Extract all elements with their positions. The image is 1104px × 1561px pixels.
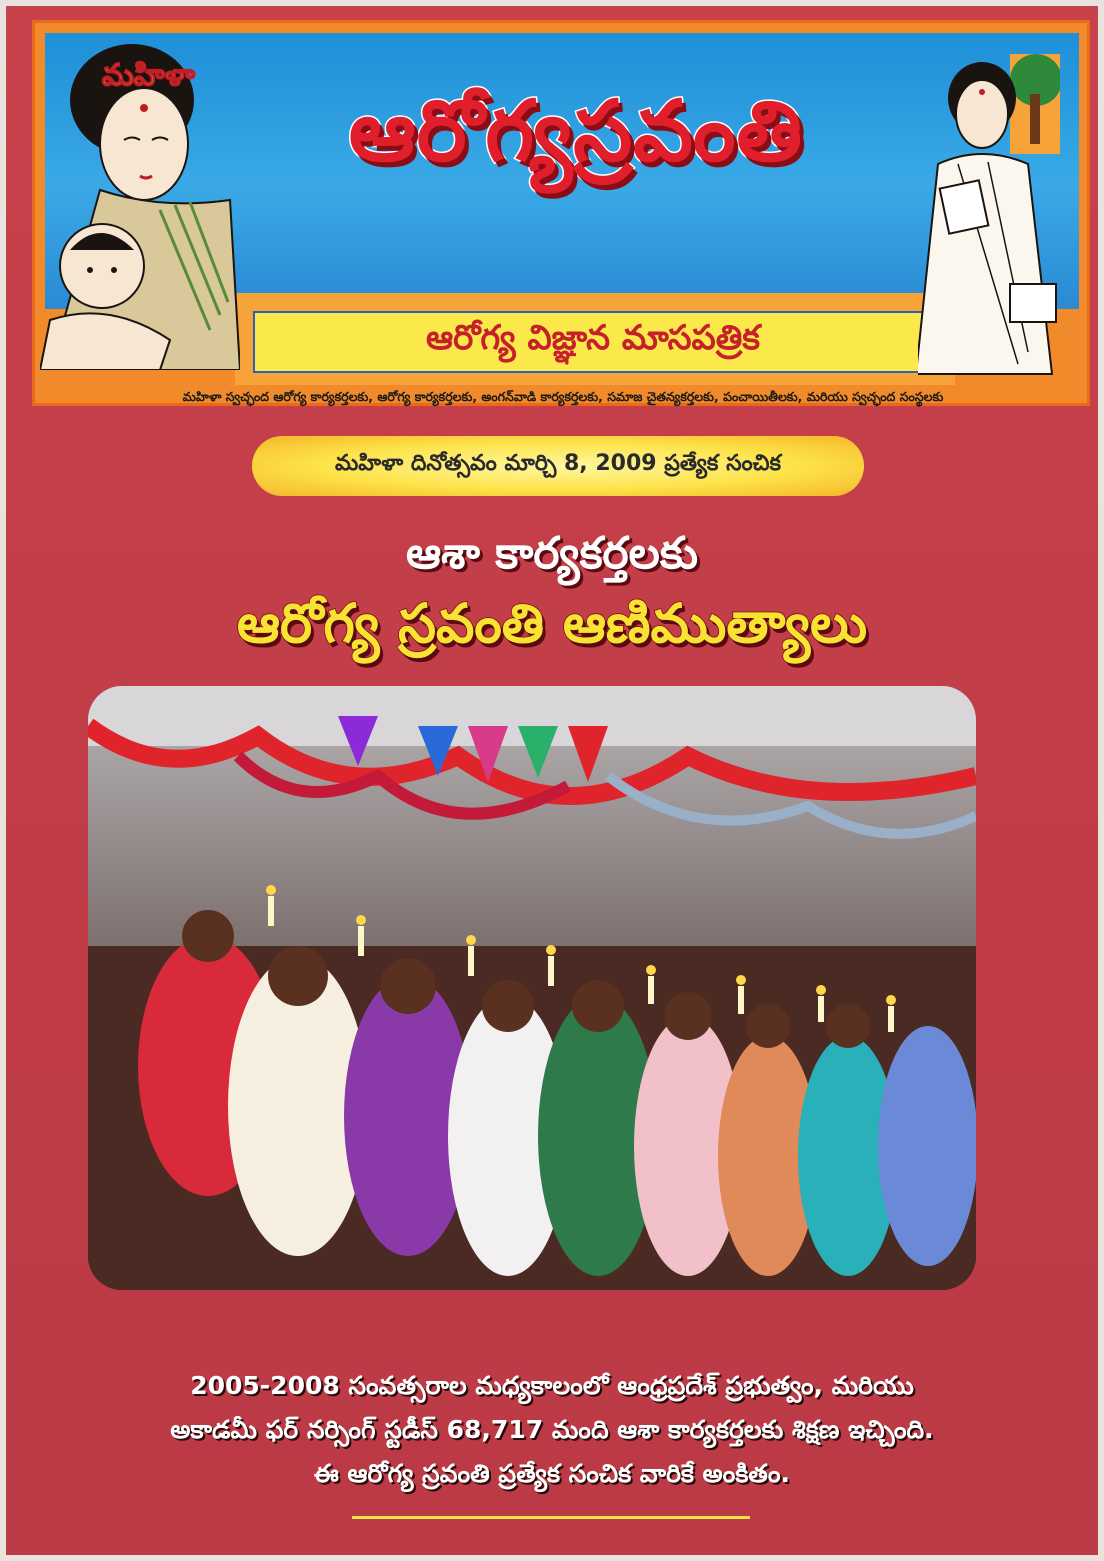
caption-underline (352, 1516, 750, 1519)
caption-line3: ఈ ఆరోగ్య స్రవంతి ప్రత్యేక సంచిక వారికే అంకితం. (314, 1459, 790, 1488)
masthead-tagline: మహిళా స్వచ్ఛంద ఆరోగ్య కార్యకర్తలకు, ఆరోగ్య కార్యకర్తలకు, అంగన్‌వాడి కార్యకర్తలకు, సమాజ చైతన్యకర్తలకు, పంచాయితీలకు, మరియు స్వచ్ఛంద సంస్థలకు (182, 389, 944, 404)
caption-line1: 2005-2008 సంవత్సరాల మధ్యకాలంలో ఆంధ్రప్రదేశ్ ప్రభుత్వం, మరియు (190, 1371, 914, 1400)
cover-headline-line1: ఆశా కార్యకర్తలకు (405, 528, 699, 579)
candle-procession-photo (88, 686, 976, 1290)
masthead-subtitle: ఆరోగ్య విజ్ఞాన మాసపత్రిక (253, 311, 933, 373)
magazine-title: ఆరోగ్యస్రవంతి (348, 82, 804, 180)
crowd (88, 910, 976, 1290)
dedication-caption (40, 1364, 1064, 1496)
masthead-pretitle: మహిళా (102, 58, 195, 93)
cover-photo (88, 686, 976, 1290)
special-issue-banner: మహిళా దినోత్సవం మార్చి 8, 2009 ప్రత్యేక సంచిక (252, 436, 864, 496)
caption-line2: అకాడమీ ఫర్ నర్సింగ్ స్టడీస్ 68,717 మంది ఆశా కార్యకర్తలకు శిక్షణ ఇచ్చింది. (170, 1415, 934, 1444)
cover-headline-line2: ఆరోగ్య స్రవంతి ఆణిముత్యాలు (236, 592, 868, 655)
